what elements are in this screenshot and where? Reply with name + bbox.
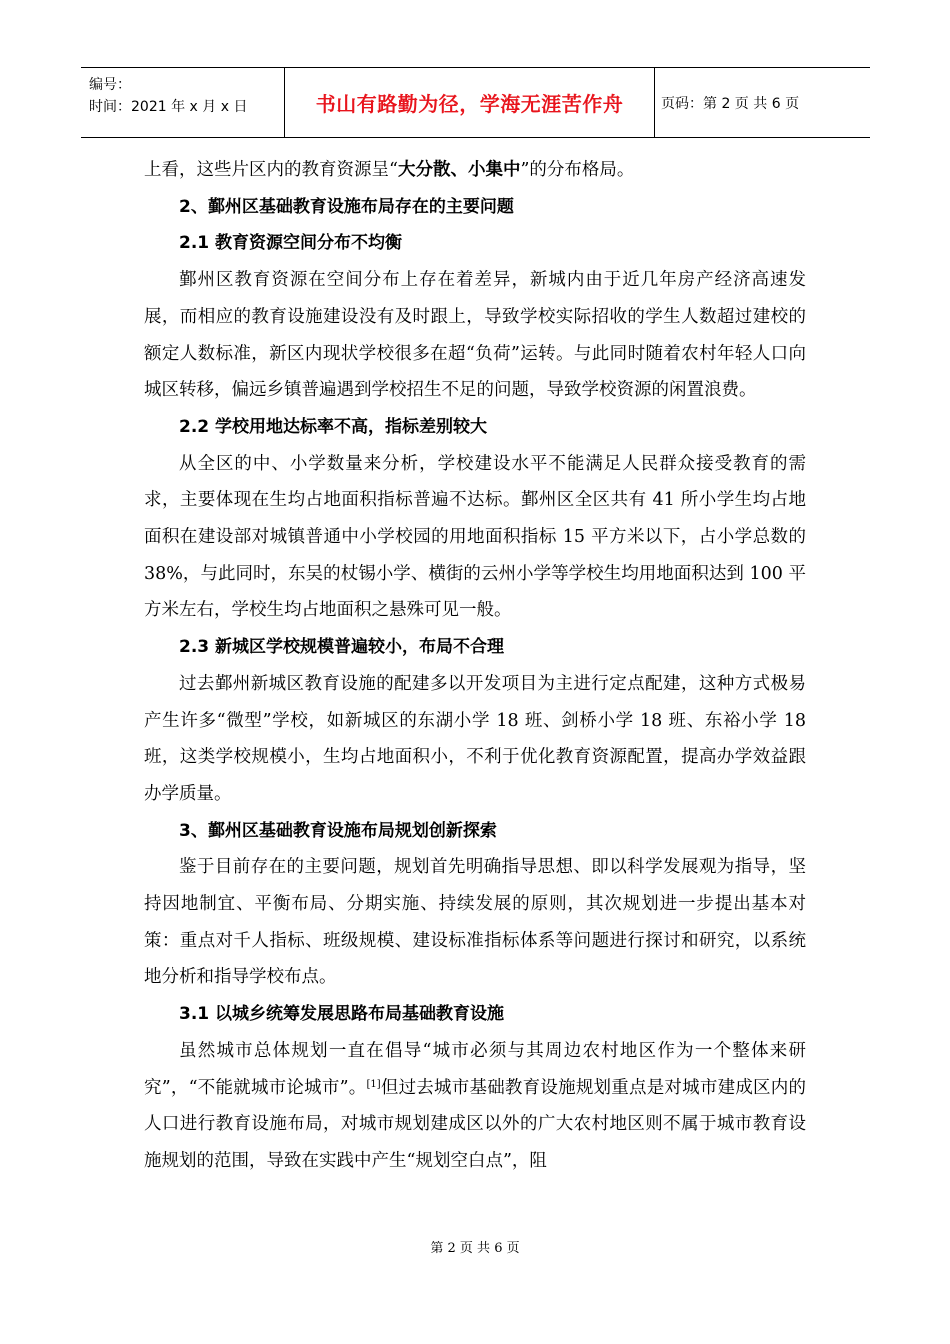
- emphasis-text: 大分散、小集中: [397, 160, 521, 180]
- citation-ref[interactable]: [1]: [366, 1078, 381, 1090]
- subsection-heading-3-1: 3.1 以城乡统筹发展思路布局基础教育设施: [179, 1004, 505, 1025]
- paragraph-2-1: 鄞州区教育资源在空间分布上存在着差异，新城内由于近几年房产经济高速发展，而相应的教育设施建设没有及时跟上，导致学校实际招收的学生人数超过建校的额定人数标准，新区内现状学校很多在超“负荷”运转。与此同时随着农村年轻人口向城区转移，偏远乡镇普遍遇到学校招生不足的问题，导致学校资源的闲置浪费。: [144, 270, 806, 401]
- header-date: 时间：2021 年 x 月 x 日: [89, 99, 248, 115]
- header-motto: 书山有路勤为径，学海无涯苦作舟: [315, 92, 624, 116]
- section-heading-2: 2、鄞州区基础教育设施布局存在的主要问题: [179, 196, 514, 217]
- paragraph-2-3: 过去鄞州新城区教育设施的配建多以开发项目为主进行定点配建，这种方式极易产生许多“微型”学校，如新城区的东湖小学 18 班、剑桥小学 18 班、东裕小学 18 班，这类学校规模小，生均占地面积小，不利于优化教育资源配置，提高办学效益跟办学质量。: [144, 673, 806, 804]
- header-motto-cell: [284, 68, 655, 137]
- page-footer: 第 2 页 共 6 页: [430, 1241, 520, 1256]
- subsection-heading-2-1: 2.1 教育资源空间分布不均衡: [179, 233, 403, 254]
- subsection-heading-2-2: 2.2 学校用地达标率不高，指标差别较大: [179, 416, 488, 437]
- paragraph-3: 鉴于目前存在的主要问题，规划首先明确指导思想、即以科学发展观为指导，坚持因地制宜、平衡布局、分期实施、持续发展的原则，其次规划进一步提出基本对策：重点对千人指标、班级规模、建设标准指标体系等问题进行探讨和研究，以系统地分析和指导学校布点。: [144, 857, 806, 988]
- subsection-heading-2-3: 2.3 新城区学校规模普遍较小，布局不合理: [179, 637, 505, 658]
- document-body: [144, 152, 806, 1180]
- paragraph-2-2: 从全区的中、小学数量来分析，学校建设水平不能满足人民群众接受教育的需求，主要体现在生均占地面积指标普遍不达标。鄞州区全区共有 41 所小学生均占地面积在建设部对城镇普通中小学校园的用地面积指标 15 平方米以下，占小学总数的 38%，与此同时，东吴的杖锡小学、横街的云州小学等学校生均用地面积达到 100 平方米左右，学校生均占地面积之悬殊可见一般。: [144, 453, 806, 621]
- section-heading-3: 3、鄞州区基础教育设施布局规划创新探索: [179, 820, 497, 841]
- page-header: [81, 67, 870, 138]
- paragraph-3-1: 虽然城市总体规划一直在倡导“城市必须与其周边农村地区作为一个整体来研究”，“不能就城市论城市”。[1]但过去城市基础教育设施规划重点是对城市建成区内的人口进行教育设施布局，对城市规划建成区以外的广大农村地区则不属于城市教育设施规划的范围，导致在实践中产生“规划空白点”，阻: [144, 1040, 806, 1171]
- paragraph-continuation: 上看，这些片区内的教育资源呈“大分散、小集中”的分布格局。: [144, 160, 635, 180]
- header-code: 编号：: [89, 77, 131, 93]
- header-page-number: 页码：第 2 页 共 6 页: [661, 95, 800, 112]
- header-meta: [81, 68, 284, 137]
